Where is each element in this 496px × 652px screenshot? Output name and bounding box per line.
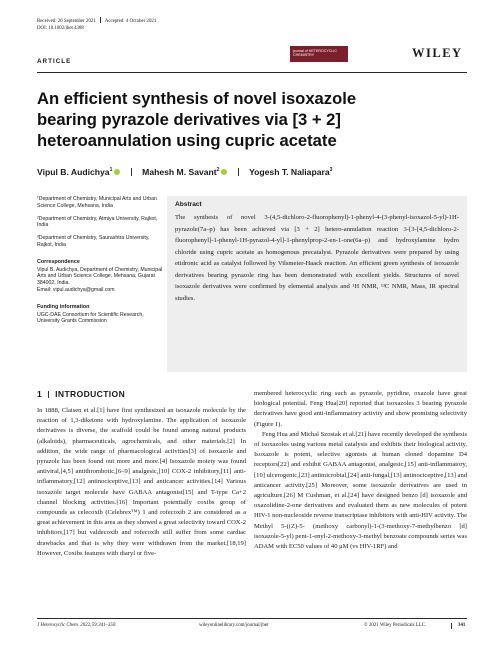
correspondence-email[interactable]: Email: vipul.audichya@gmail.com xyxy=(37,286,115,293)
accepted-date: Accepted: 4 October 2021 xyxy=(104,19,157,24)
page-footer xyxy=(37,623,467,628)
page-number: 341 xyxy=(458,623,466,628)
sidebar xyxy=(37,196,165,331)
author-sup: 1 xyxy=(109,167,113,173)
body-column-left xyxy=(37,406,246,559)
author-name[interactable]: Mahesh M. Savant xyxy=(142,166,217,177)
funding-text: UGC-DAE Consortium for Scientific Research, University Grants Commission xyxy=(37,311,144,325)
author-name[interactable]: Vipul B. Audichya xyxy=(37,166,110,177)
affiliation: ²Department of Chemistry, Atmiya University, Rajkot, India xyxy=(37,215,158,229)
journal-logo-text: journal of HETEROCYCLIC CHEMISTRY xyxy=(293,49,337,57)
separator xyxy=(48,391,49,398)
section-heading xyxy=(37,389,125,399)
author-sup: 3 xyxy=(329,167,333,173)
funding-heading: Funding information xyxy=(37,303,90,310)
abstract-box xyxy=(167,196,467,372)
separator xyxy=(131,168,132,176)
author-sup: 2 xyxy=(216,167,220,173)
footer-rule xyxy=(37,618,467,619)
footer-copyright: © 2021 Wiley Periodicals LLC. xyxy=(364,623,427,628)
journal-logo xyxy=(290,46,348,62)
received-date: Received: 26 September 2021 xyxy=(37,19,96,24)
footer-url[interactable]: wileyonlinelibrary.com/journal/jhet xyxy=(199,623,269,628)
separator xyxy=(238,168,239,176)
body-paragraph: Feng Hua and Michal Szostak et al.[21] have recently developed the synthesis of isoxazoles using various metal catalysis and exhibits their biological activity. Isoxazole is potent, selective agonists at human cloned dopamine D4 receptors[22] and exhibit GABAA antagonist, analgesic,[15] anti-inflammatory,[10] ulcerogenic,[23] antimicrobial,[24] anti-fungal,[13] antinociceptive,[13] and anticancer activity.[25] Moreover, some isoxazole derivatives are used in agriculture.[26] M Cushman, et al.[24] have designed benzo [d] isoxazole and oxazolidine-2-one derivatives and evaluated them as new molecules of potent HIV-1 non-nucleoside reverse transcriptase inhibitors with anti-HIV activity. The Methyl 5-((Z)-5- (methoxy carbonyl)-1-(3-methoxy-7-methylbenzo [d] isoxazole-5-yl) pent-1-enyl-2-methoxy-3-methyl benzoate compounds series was ADAM with EC50 values of 40 μM (vs HIV-1RF) and xyxy=(254,430,467,551)
separator xyxy=(451,623,452,629)
article-type: ARTICLE xyxy=(37,58,72,65)
separator xyxy=(100,17,101,23)
publisher-logo: WILEY xyxy=(412,46,463,60)
abstract-text: The synthesis of novel 3-(4,5-dichloro-2-fluorophenyl)-1-phenyl-4-(3-phenyl-isoxazol-5-yl)-1H-pyrazole(7a–p) has been achieved via [3 + 2] hetero-annulation reaction 3-[3-[4,5-dichloro-2-fluorophenyl]-1-phenyl-1H-pyrazol-4-yl]-1-phenylprop-2-en-1-one(6a–p) and hydroxylamine hydro chloride using cupric acetate as homogenous precatalyst. Pyrazole derivatives were prepared by using etidronic acid as catalyst followed by Vilsmeier-Haack reaction. An efficient green synthesis of isoxazole derivatives bearing pyrazole ring has been demonstrated with excellent yields. Structures of novel isoxazole derivatives were confirmed by elemental analysis and ¹H NMR, ¹³C NMR, Mass, IR spectral studies. xyxy=(175,214,459,302)
orcid-icon[interactable] xyxy=(114,169,120,175)
received-accepted-line xyxy=(37,17,156,25)
correspondence-text: Vipul B. Audichya, Department of Chemistry, Municipal Arts and Urban Science College, Mehsana, Gujarat 384002, India. xyxy=(37,266,163,287)
header-rule xyxy=(37,72,467,73)
affiliation: ³Department of Chemistry, Saurashtra University, Rajkot, India xyxy=(37,235,150,248)
article-title: An efficient synthesis of novel isoxazole bearing pyrazole derivatives via [3 + 2] heteroannulation using cupric acetate xyxy=(37,89,357,150)
section-title: INTRODUCTION xyxy=(55,389,126,399)
affiliation: ¹Department of Chemistry, Municipal Arts and Urban Science College, Mehsana, India xyxy=(37,196,157,209)
body-paragraph: membered heterocyclic ring such as pyrazole, pyridine, oxazole have great biological potential. Feng Hua[20] reported that isoxazoles 3 bearing pyrazole derivatives have good anti-inflammatory activity and show promising selectivity (Figure 1). xyxy=(254,390,467,428)
body-column-right xyxy=(254,389,467,552)
body-paragraph: In 1888, Claisen et al.[1] have first synthesized an isoxazole molecule by the reaction of 1,3-diketone with hydroxylamine. The application of isoxazole derivatives is diverse, the scaffold could be found among natural products (alkaloids), pharmaceuticals, agrochemicals, and other materials.[2] In addition, the wide range of pharmacological activities[3] of isoxazole and pyrazole has been found out more and more.[4] Isoxazole moiety was found antiviral,[4,5] antithrombotic,[6–9] analgesic,[10] COX-2 inhibitory,[11] anti-inflammatory,[12] antinociceptive,[13] and anticancer activities.[14] Various isoxazole target molecule have GABAA antagonist[15] and T-type Ca+2 channel blocking activities.[16] Important potentially coxibs group of compounds as celecoxib (Celebrex™) 1 and rofecoxib 2 are considered as a great achievement in this area as they showed a great selectivity toward COX-2 inhibitors,[17] but valdecoxib and rofecoxib still suffer from some cardiac drawbacks and that is why they were withdrawn from the market.[18,19] However, Coxibs features with diaryl or five- xyxy=(37,407,246,557)
section-number: 1 xyxy=(37,389,43,399)
correspondence-heading: Correspondence xyxy=(37,258,80,265)
doi[interactable]: DOI: 10.1002/jhet.4388 xyxy=(37,26,84,31)
author-name[interactable]: Yogesh T. Naliapara xyxy=(249,166,330,177)
footer-journal: J Heterocyclic Chem. 2022;59:341–350. xyxy=(37,623,117,628)
abstract-heading: Abstract xyxy=(175,201,202,208)
author-list xyxy=(37,165,437,177)
orcid-icon[interactable] xyxy=(221,169,227,175)
